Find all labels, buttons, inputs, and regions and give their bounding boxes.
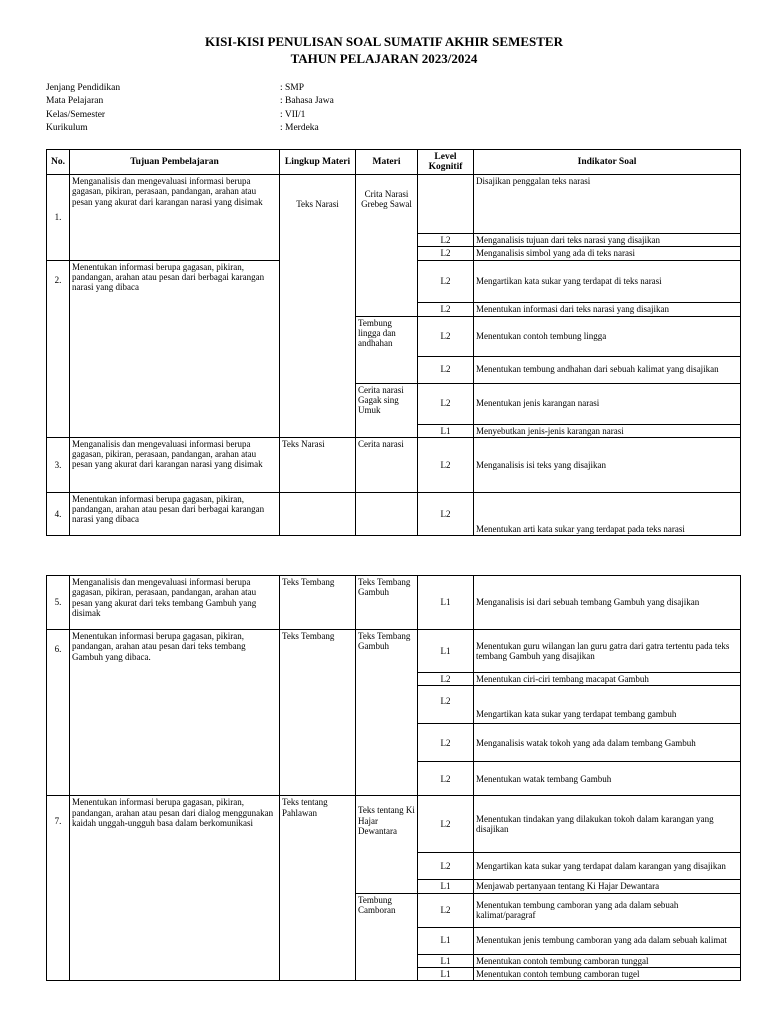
meta-value: : Merdeka — [280, 123, 319, 134]
kisi-kisi-table-2 — [46, 575, 741, 981]
meta-value: : VII/1 — [280, 109, 306, 120]
cell-tujuan: Menganalisis dan mengevaluasi informasi berupa gagasan, pikiran, perasaan, pandangan, arahan atau pesan yang akurat dari teks tembang Gambuh yang disimak — [70, 576, 280, 630]
cell-level: L2 — [418, 673, 474, 686]
cell-materi: Teks Tembang Gambuh — [356, 630, 418, 796]
cell-indikator: Menentukan informasi dari teks narasi yang disajikan — [474, 302, 741, 316]
header-tujuan: Tujuan Pembelajaran — [70, 150, 280, 175]
cell-level: L2 — [418, 853, 474, 880]
cell-indikator: Menganalisis isi teks yang disajikan — [474, 437, 741, 492]
page-title: KISI-KISI PENULISAN SOAL SUMATIF AKHIR SEMESTER — [205, 34, 563, 49]
cell-lingkup: Teks Narasi — [280, 175, 356, 438]
cell-indikator: Menentukan tindakan yang dilakukan tokoh dalam karangan yang disajikan — [474, 796, 741, 853]
cell-indikator: Menentukan jenis tembung camboran yang ada dalam sebuah kalimat — [474, 927, 741, 954]
cell-indikator: Menganalisis tujuan dari teks narasi yang disajikan — [474, 234, 741, 247]
cell-tujuan: Menentukan informasi berupa gagasan, pikiran, pandangan, arahan atau pesan dari dialog menggunakan kaidah unggah-ungguh basa dalam berkomunikasi — [70, 796, 280, 981]
meta-row — [46, 95, 334, 108]
cell-no: 1. — [47, 175, 70, 261]
table-row — [47, 492, 741, 535]
cell-level: L2 — [418, 316, 474, 356]
cell-indikator: Mengartikan kata sukar yang terdapat tembang gambuh — [474, 686, 741, 724]
cell-level: L1 — [418, 880, 474, 893]
cell-tujuan: Menentukan informasi berupa gagasan, pikiran, pandangan, arahan atau pesan dari berbagai karangan narasi yang dibaca — [70, 492, 280, 535]
cell-level: L2 — [418, 234, 474, 247]
cell-materi: Crita Narasi Grebeg Sawal — [356, 175, 418, 317]
cell-indikator: Menentukan arti kata sukar yang terdapat pada teks narasi — [474, 492, 741, 535]
meta-label: Jenjang Pendidikan — [46, 83, 121, 93]
cell-level: L1 — [418, 967, 474, 980]
cell-level: L2 — [418, 247, 474, 260]
cell-level: L1 — [418, 630, 474, 673]
cell-tujuan: Menganalisis dan mengevaluasi informasi berupa gagasan, pikiran, perasaan, pandangan, arahan atau pesan yang akurat dari karangan narasi yang disimak — [70, 175, 280, 261]
cell-level: L2 — [418, 356, 474, 383]
header-indikator: Indikator Soal — [474, 150, 741, 175]
cell-materi: Cerita narasi Gagak sing Umuk — [356, 383, 418, 437]
cell-level: L1 — [418, 927, 474, 954]
cell-no: 2. — [47, 260, 70, 437]
cell-indikator: Menentukan contoh tembung camboran tugel — [474, 967, 741, 980]
kisi-kisi-table-1 — [46, 149, 741, 536]
cell-level — [418, 175, 474, 234]
cell-indikator: Menentukan guru wilangan lan guru gatra dari gatra tertentu pada teks tembang Gambuh yang disajikan — [474, 630, 741, 673]
cell-level: L2 — [418, 260, 474, 302]
cell-tujuan: Menentukan informasi berupa gagasan, pikiran, pandangan, arahan atau pesan dari berbagai karangan narasi yang dibaca — [70, 260, 280, 437]
header-lingkup: Lingkup Materi — [280, 150, 356, 175]
cell-no: 6. — [47, 630, 70, 796]
cell-no: 5. — [47, 576, 70, 630]
table-row — [47, 576, 741, 630]
cell-materi: Cerita narasi — [356, 437, 418, 492]
cell-materi: Tembung lingga dan andhahan — [356, 316, 418, 383]
meta-row — [46, 82, 334, 95]
meta-label: Mata Pelajaran — [46, 96, 104, 107]
cell-level: L2 — [418, 437, 474, 492]
meta-value: : SMP — [280, 83, 305, 93]
cell-indikator: Menentukan contoh tembung lingga — [474, 316, 741, 356]
header-level: Level Kognitif — [418, 150, 474, 175]
cell-indikator: Menentukan ciri-ciri tembang macapat Gambuh — [474, 673, 741, 686]
cell-indikator: Mengartikan kata sukar yang terdapat di teks narasi — [474, 260, 741, 302]
cell-lingkup: Teks Tembang — [280, 630, 356, 796]
table-row — [47, 175, 741, 234]
cell-indikator: Menentukan jenis karangan narasi — [474, 383, 741, 424]
table-row — [47, 796, 741, 853]
page-subtitle: TAHUN PELAJARAN 2023/2024 — [290, 51, 478, 66]
cell-indikator: Menentukan watak tembang Gambuh — [474, 762, 741, 796]
meta-row — [46, 109, 334, 122]
cell-level: L2 — [418, 724, 474, 762]
cell-level: L2 — [418, 492, 474, 535]
cell-indikator: Menentukan contoh tembung camboran tunggal — [474, 954, 741, 967]
cell-materi: Tembung Camboran — [356, 893, 418, 981]
cell-lingkup: Teks tentang Pahlawan — [280, 796, 356, 981]
cell-tujuan: Menentukan informasi berupa gagasan, pikiran, pandangan, arahan atau pesan dari teks tembang Gambuh yang dibaca. — [70, 630, 280, 796]
cell-materi: Teks Tembang Gambuh — [356, 576, 418, 630]
cell-lingkup: Teks Narasi — [280, 437, 356, 492]
meta-row — [46, 122, 334, 135]
cell-indikator: Menentukan tembung camboran yang ada dalam sebuah kalimat/paragraf — [474, 893, 741, 927]
header-materi: Materi — [356, 150, 418, 175]
cell-indikator: Menganalisis watak tokoh yang ada dalam tembang Gambuh — [474, 724, 741, 762]
meta-value: : Bahasa Jawa — [280, 96, 334, 107]
cell-indikator: Menyebutkan jenis-jenis karangan narasi — [474, 424, 741, 437]
table-header-row — [47, 150, 741, 175]
cell-indikator: Menganalisis simbol yang ada di teks narasi — [474, 247, 741, 260]
meta-label: Kurikulum — [46, 123, 88, 134]
cell-level: L1 — [418, 576, 474, 630]
cell-level: L2 — [418, 762, 474, 796]
cell-level: L2 — [418, 796, 474, 853]
cell-indikator: Menganalisis isi dari sebuah tembang Gambuh yang disajikan — [474, 576, 741, 630]
cell-indikator: Disajikan penggalan teks narasi — [474, 175, 741, 234]
cell-level: L2 — [418, 686, 474, 724]
cell-no: 4. — [47, 492, 70, 535]
document-meta — [46, 82, 334, 136]
cell-level: L2 — [418, 893, 474, 927]
cell-level: L1 — [418, 424, 474, 437]
cell-lingkup: Teks Tembang — [280, 576, 356, 630]
cell-materi — [356, 492, 418, 535]
cell-level: L1 — [418, 954, 474, 967]
cell-no: 3. — [47, 437, 70, 492]
cell-lingkup — [280, 492, 356, 535]
cell-indikator: Menentukan tembung andhahan dari sebuah kalimat yang disajikan — [474, 356, 741, 383]
table-row — [47, 437, 741, 492]
cell-materi: Teks tentang Ki Hajar Dewantara — [356, 796, 418, 893]
header-no: No. — [47, 150, 70, 175]
cell-indikator: Menjawab pertanyaan tentang Ki Hajar Dewantara — [474, 880, 741, 893]
cell-level: L2 — [418, 383, 474, 424]
table-row — [47, 630, 741, 673]
cell-no: 7. — [47, 796, 70, 981]
cell-indikator: Mengartikan kata sukar yang terdapat dalam karangan yang disajikan — [474, 853, 741, 880]
meta-label: Kelas/Semester — [46, 109, 106, 120]
cell-tujuan: Menganalisis dan mengevaluasi informasi berupa gagasan, pikiran, perasaan, pandangan, arahan atau pesan yang akurat dari karangan narasi yang disimak — [70, 437, 280, 492]
cell-level: L2 — [418, 302, 474, 316]
